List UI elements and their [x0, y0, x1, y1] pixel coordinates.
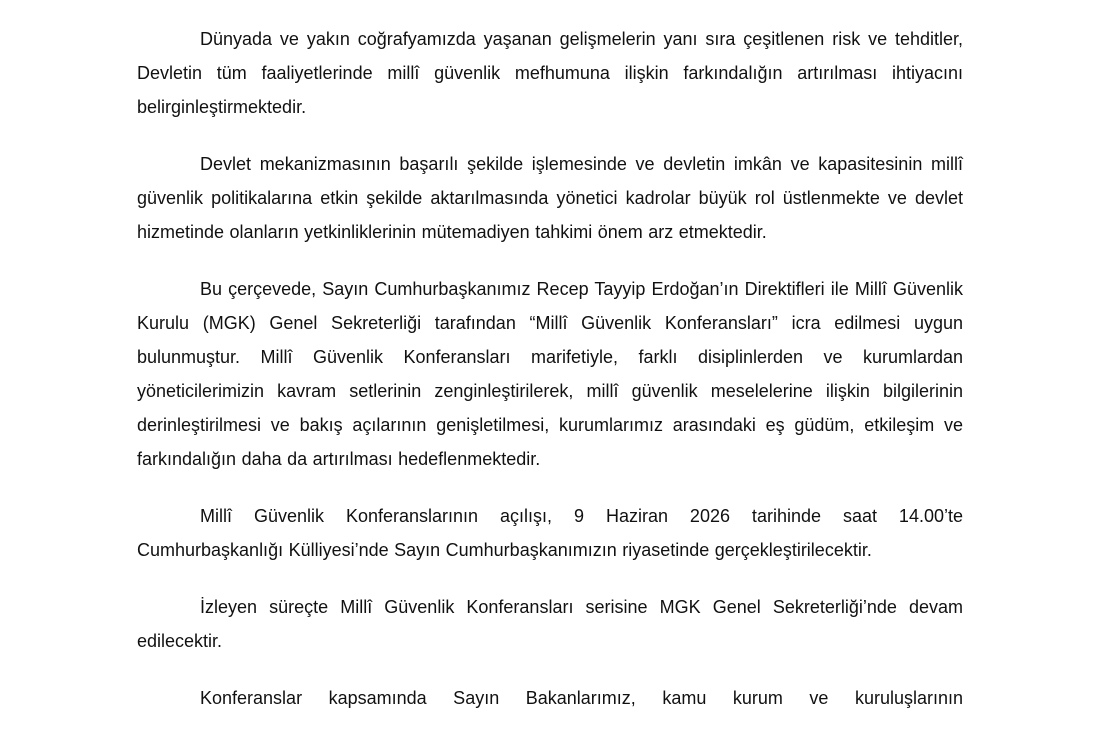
paragraph-4: Millî Güvenlik Konferanslarının açılışı, 9 Haziran 2026 tarihinde saat 14.00’te Cumhurbaşkanlığı Külliyesi’nde Sayın Cumhurbaşkanımızın riyasetinde gerçekleştirilecektir.: [137, 506, 963, 560]
paragraph-5: İzleyen süreçte Millî Güvenlik Konferansları serisine MGK Genel Sekreterliği’nde devam edilecektir.: [137, 597, 963, 651]
paragraph-2: Devlet mekanizmasının başarılı şekilde işlemesinde ve devletin imkân ve kapasitesinin millî güvenlik politikalarına etkin şekilde aktarılmasında yönetici kadrolar büyük rol üstlenmekte ve devlet hizmetinde olanların yetkinliklerinin mütemadiyen tahkimi önem arz etmektedir.: [137, 154, 963, 242]
paragraph-6-partial: Konferanslar kapsamında Sayın Bakanlarımız, kamu kurum ve kuruluşlarının: [200, 688, 963, 708]
document-body: [137, 22, 963, 738]
paragraph-3: Bu çerçevede, Sayın Cumhurbaşkanımız Recep Tayyip Erdoğan’ın Direktifleri ile Millî Güvenlik Kurulu (MGK) Genel Sekreterliği tarafından “Millî Güvenlik Konferansları” icra edilmesi uygun bulunmuştur. Millî Güvenlik Konferansları marifetiyle, farklı disiplinlerden ve kurumlardan yöneticilerimizin kavram setlerinin zenginleştirilerek, millî güvenlik meselelerine ilişkin bilgilerinin derinleştirilmesi ve bakış açılarının genişletilmesi, kurumlarımız arasındaki eş güdüm, etkileşim ve farkındalığın daha da artırılması hedeflenmektedir.: [137, 279, 963, 469]
paragraph-1: Dünyada ve yakın coğrafyamızda yaşanan gelişmelerin yanı sıra çeşitlenen risk ve tehditler, Devletin tüm faaliyetlerinde millî güvenlik mefhumuna ilişkin farkındalığın artırılması ihtiyacını belirginleştirmektedir.: [137, 29, 963, 117]
